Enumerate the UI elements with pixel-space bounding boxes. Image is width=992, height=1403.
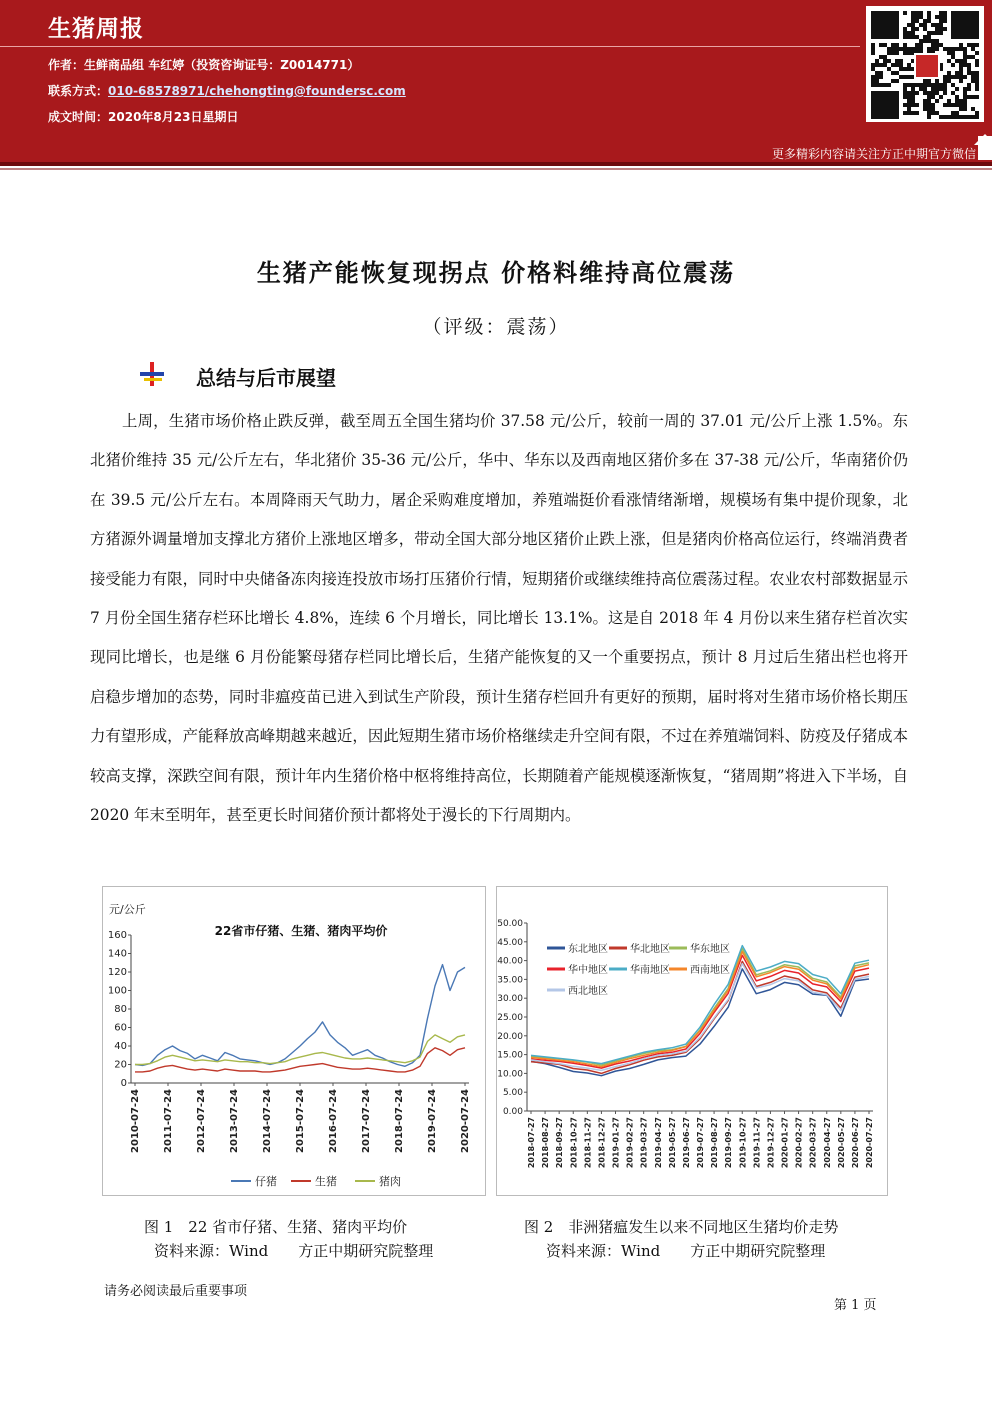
y-tick-label: 5.00 [502, 1088, 523, 1099]
figure-2-caption: 图 2 非洲猪瘟发生以来不同地区生猪均价走势 [524, 1218, 839, 1236]
legend-label: 仔猪 [255, 1175, 277, 1188]
x-tick-label: 2019-05-27 [667, 1117, 677, 1169]
x-tick-label: 2017-07-24 [361, 1089, 372, 1153]
x-tick-label: 2020-05-27 [836, 1117, 846, 1169]
y-tick-label: 20.00 [497, 1031, 523, 1042]
y-tick-label: 45.00 [497, 937, 523, 948]
y-tick-label: 30.00 [497, 994, 523, 1005]
header-stripe-thin [0, 168, 992, 170]
chart-2-svg [497, 887, 887, 1195]
author-value: 生鲜商品组 车红婷（投资咨询证号：Z0014771） [84, 58, 360, 72]
chart-1-svg [103, 887, 485, 1195]
x-tick-label: 2019-10-27 [738, 1117, 748, 1169]
x-tick-label: 2018-08-27 [541, 1117, 551, 1169]
y-tick-label: 20 [114, 1059, 127, 1071]
qr-code-icon [866, 6, 984, 122]
x-tick-label: 2018-07-24 [394, 1089, 405, 1153]
x-tick-label: 2020-04-27 [822, 1117, 832, 1169]
y-tick-label: 80 [114, 1004, 127, 1015]
y-tick-label: 120 [107, 967, 127, 978]
series-line-猪肉 [135, 1035, 465, 1065]
figure-1-source: 资料来源：Wind 方正中期研究院整理 [154, 1242, 434, 1260]
arrow-up-icon [978, 136, 992, 160]
legend-label: 生猪 [315, 1175, 337, 1188]
contact-label: 联系方式： [48, 84, 109, 98]
author-line [48, 56, 359, 73]
contact-line [48, 82, 406, 99]
y-tick-label: 15.00 [497, 1050, 523, 1061]
x-tick-label: 2011-07-24 [163, 1089, 174, 1153]
y-tick-label: 40.00 [497, 956, 523, 967]
y-tick-label: 40 [114, 1041, 127, 1052]
x-tick-label: 2019-08-27 [710, 1117, 720, 1169]
figure-1-caption: 图 1 22 省市仔猪、生猪、猪肉平均价 [144, 1218, 408, 1236]
y-tick-label: 140 [107, 948, 127, 960]
legend-label: 西南地区 [690, 965, 730, 976]
header-divider [0, 46, 860, 47]
x-tick-label: 2019-07-27 [696, 1117, 705, 1169]
x-tick-label: 2019-11-27 [752, 1117, 762, 1169]
y-tick-label: 0 [120, 1078, 127, 1089]
author-label: 作者： [48, 58, 85, 72]
legend-label: 西北地区 [568, 986, 608, 997]
contact-link[interactable]: 010-68578971/chehongting@foundersc.com [108, 84, 406, 98]
x-tick-label: 2019-01-27 [611, 1117, 621, 1169]
y-axis-label: 元/公斤 [109, 903, 146, 916]
x-tick-label: 2018-11-27 [583, 1117, 593, 1169]
section-bullet-icon [140, 362, 164, 386]
x-tick-label: 2018-09-27 [555, 1117, 565, 1169]
figure-2-source: 资料来源：Wind 方正中期研究院整理 [546, 1242, 826, 1260]
legend-label: 猪肉 [379, 1175, 401, 1188]
x-tick-label: 2013-07-24 [229, 1089, 240, 1153]
y-tick-label: 50.00 [497, 919, 523, 929]
x-tick-label: 2019-02-27 [625, 1117, 635, 1169]
y-tick-label: 25.00 [497, 1013, 523, 1023]
brand-title: 生猪周报 [48, 16, 144, 42]
figure-2-chart [496, 886, 888, 1196]
body-paragraph: 上周，生猪市场价格止跌反弹，截至周五全国生猪均价 37.58 元/公斤，较前一周的 37.01 元/公斤上涨 1.5%。东北猪价维持 35 元/公斤左右，华北猪价 35-36 元/公斤，华中、华东以及西南地区猪价多在 37-38 元/公斤，华南猪价仍在 39.5 元/公斤左右。本周降雨天气助力，屠企采购难度增加，养殖端挺价看涨情绪渐增，规模场有集中提价现象，北方猪源外调量增加支撑北方猪价上涨地区增多，带动全国大部分地区猪价止跌上涨，但是猪肉价格高位运行，终端消费者接受能力有限，同时中央储备冻肉接连投放市场打压猪价行情，短期猪价或继续维持高位震荡过程。农业农村部数据显示 7 月份全国生猪存栏环比增长 4.8%，连续 6 个月增长，同比增长 13.1%。这是自 2018 年 4 月份以来生猪存栏首次实现同比增长，也是继 6 月份能繁母猪存栏同比增长后，生猪产能恢复的又一个重要拐点，预计 8 月过后生猪出栏也将开启稳步增加的态势，同时非瘟疫苗已进入到试生产阶段，预计生猪存栏回升有更好的预期，届时将对生猪市场价格长期压力有望形成，产能释放高峰期越来越近，因此短期生猪市场价格继续走升空间有限，不过在养殖端饲料、防疫及仔猪成本较高支撑，深跌空间有限，预计年内生猪价格中枢将维持高位，长期随着产能规模逐渐恢复，“猪周期”将进入下半场，自 2020 年末至明年，甚至更长时间猪价预计都将处于漫长的下行周期内。 [90, 412, 908, 825]
x-tick-label: 2018-07-27 [527, 1117, 536, 1169]
x-tick-label: 2020-03-27 [808, 1117, 818, 1169]
y-tick-label: 160 [107, 930, 127, 941]
legend-label: 华北地区 [630, 944, 670, 955]
x-tick-label: 2018-10-27 [569, 1117, 579, 1169]
series-line-华南地区 [531, 946, 869, 1064]
qr-logo-icon [914, 53, 940, 79]
x-tick-label: 2020-02-27 [794, 1117, 804, 1169]
x-tick-label: 2010-07-24 [130, 1089, 141, 1153]
series-line-仔猪 [135, 965, 465, 1067]
x-tick-label: 2020-01-27 [780, 1117, 790, 1169]
y-tick-label: 100 [107, 985, 127, 997]
series-line-华北地区 [531, 961, 869, 1073]
follow-wechat-text: 更多精彩内容请关注方正中期官方微信 [771, 147, 976, 161]
header-stripe [0, 162, 992, 166]
x-tick-label: 2016-07-24 [328, 1089, 339, 1153]
x-tick-label: 2018-12-27 [597, 1117, 607, 1169]
x-tick-label: 2020-06-27 [850, 1117, 860, 1169]
x-tick-label: 2019-06-27 [681, 1117, 691, 1169]
x-tick-label: 2020-07-27 [865, 1117, 874, 1169]
page-number: 第 1 页 [834, 1298, 877, 1313]
y-tick-label: 0.00 [502, 1107, 523, 1117]
section-heading: 总结与后市展望 [196, 366, 336, 390]
chart-title: 22省市仔猪、生猪、猪肉平均价 [214, 924, 388, 938]
date-line [48, 108, 238, 125]
legend-label: 华东地区 [690, 944, 730, 955]
x-tick-label: 2015-07-24 [295, 1089, 306, 1153]
report-header [0, 0, 992, 162]
date-value: 2020年8月23日星期日 [108, 110, 239, 124]
x-tick-label: 2019-03-27 [639, 1117, 649, 1169]
date-label: 成文时间： [48, 110, 109, 124]
figure-1-chart [102, 886, 486, 1196]
y-tick-label: 60 [114, 1022, 127, 1034]
legend-label: 华中地区 [568, 965, 608, 976]
x-tick-label: 2014-07-24 [262, 1089, 273, 1153]
footer-note: 请务必阅读最后重要事项 [104, 1284, 248, 1299]
report-title: 生猪产能恢复现拐点 价格料维持高位震荡 [256, 258, 736, 287]
x-tick-label: 2019-12-27 [766, 1117, 776, 1169]
y-tick-label: 35.00 [497, 975, 523, 986]
legend-label: 东北地区 [568, 944, 608, 955]
report-rating: （评级：震荡） [422, 316, 570, 338]
x-tick-label: 2012-07-24 [196, 1089, 207, 1153]
x-tick-label: 2020-07-24 [460, 1089, 471, 1153]
legend-label: 华南地区 [630, 965, 670, 976]
x-tick-label: 2019-04-27 [653, 1117, 663, 1169]
y-tick-label: 10.00 [497, 1069, 523, 1080]
x-tick-label: 2019-07-24 [427, 1089, 438, 1153]
x-tick-label: 2019-09-27 [724, 1117, 734, 1169]
